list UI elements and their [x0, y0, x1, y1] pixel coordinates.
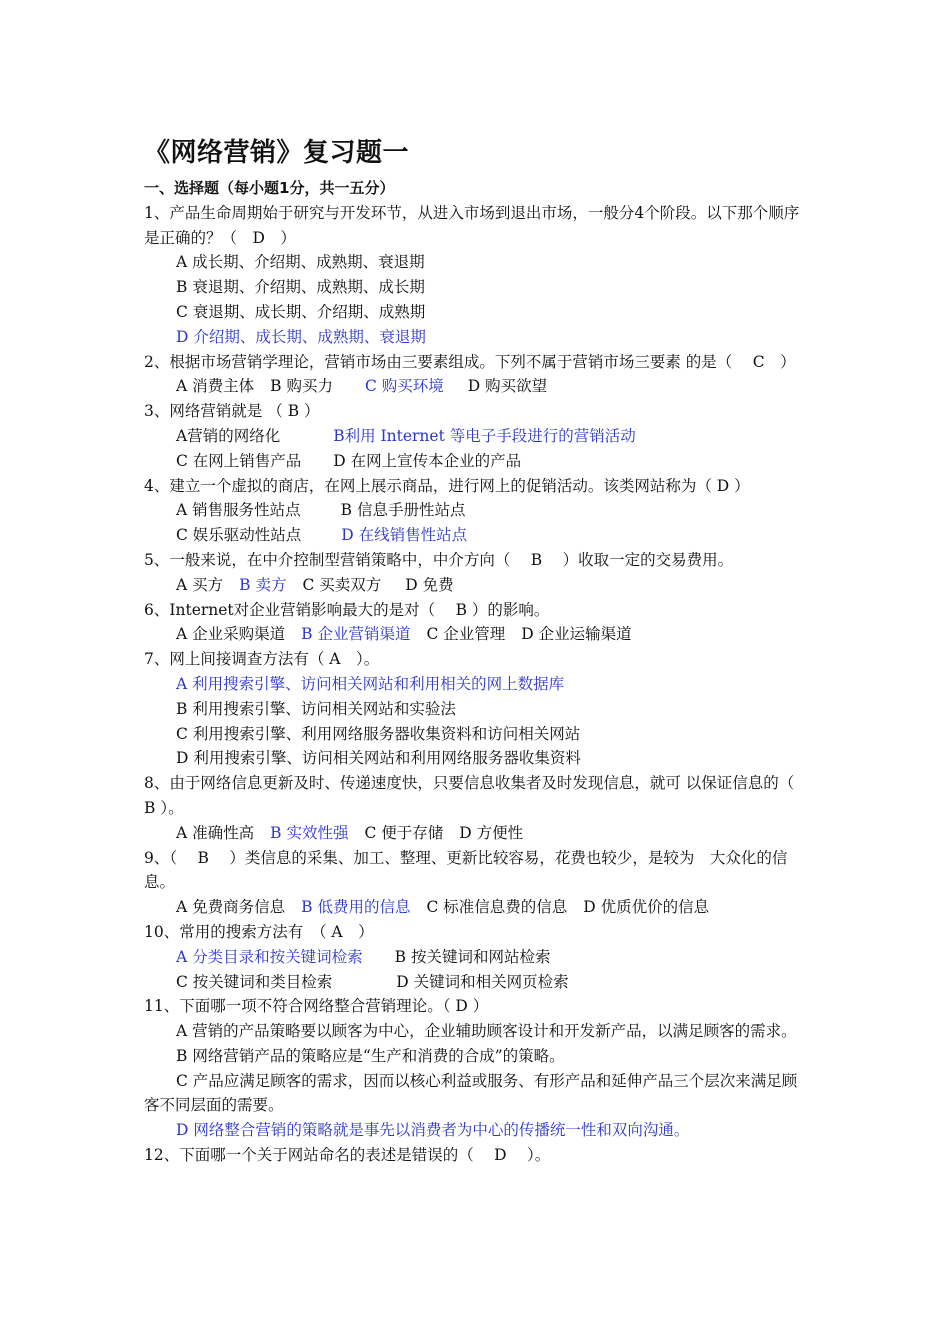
question-11-option-a: A 营销的产品策略要以顾客为中心，企业辅助顾客设计和开发新产品，以满足顾客的需求。: [176, 1022, 797, 1041]
question-1-option-b: B 衰退期、介绍期、成熟期、成长期: [176, 278, 425, 297]
question-11-option-c: C 产品应满足顾客的需求，因而以核心利益或服务、有形产品和延伸产品三个层次来满足顾客不同层面的需要。: [144, 1071, 798, 1115]
question-1-option-a: A 成长期、介绍期、成熟期、衰退期: [176, 253, 425, 272]
question-1-option-c: C 衰退期、成长期、介绍期、成熟期: [176, 302, 426, 321]
question-4-option-a: A 销售服务性站点: [176, 501, 301, 520]
question-4-options-ab: [144, 498, 809, 523]
question-8-option-a: A 准确性高: [176, 823, 255, 842]
question-3-options-cd: [144, 449, 809, 474]
question-8-stem: 8、由于网络信息更新及时、传递速度快，只要信息收集者及时发现信息，就可 以保证信息的（ B ）。: [144, 774, 810, 817]
question-8-option-c: C 便于存储: [364, 823, 444, 842]
question-4-options-cd: [144, 523, 809, 548]
question-8-option-d: D 方便性: [459, 823, 524, 842]
question-5-option-a: A 买方: [176, 575, 224, 594]
question-9-option-b-answer: B 低费用的信息: [301, 898, 411, 917]
question-6-option-c: C 企业管理: [426, 625, 506, 644]
question-3-options-ab: [144, 424, 809, 449]
question-6-stem: 6、Internet对企业营销影响最大的是对（ B ）的影响。: [144, 600, 550, 619]
question-6-options: [144, 622, 809, 647]
question-10-option-c: C 按关键词和类目检索: [176, 972, 333, 991]
question-9-stem: 9、（ B ）类信息的采集、加工、整理、更新比较容易，花费也较少，是较为 大众化的信息。: [144, 848, 788, 892]
question-10-options-ab: [144, 945, 809, 970]
question-7-option-d: D 利用搜索引擎、访问相关网站和利用网络服务器收集资料: [176, 749, 581, 768]
question-8-option-b-answer: B 实效性强: [270, 823, 349, 842]
question-12-stem: 12、下面哪一个关于网站命名的表述是错误的（ D ）。: [144, 1146, 551, 1165]
question-2-option-d: D 购买欲望: [467, 377, 548, 396]
question-4-option-d-answer: D 在线销售性站点: [341, 526, 468, 545]
question-5-options: [144, 573, 809, 598]
question-1-option-d-answer: D 介绍期、成长期、成熟期、衰退期: [176, 327, 426, 346]
question-3-option-b-answer: B利用 Internet 等电子手段进行的营销活动: [333, 426, 636, 445]
question-9-options: [144, 895, 809, 920]
document-title: 《网络营销》复习题一: [144, 138, 410, 168]
question-11-stem: 11、下面哪一项不符合网络整合营销理论。（ D ）: [144, 997, 489, 1016]
question-11-option-d-answer: D 网络整合营销的策略就是事先以消费者为中心的传播统一性和双向沟通。: [176, 1121, 690, 1140]
question-10-option-b: B 按关键词和网站检索: [394, 947, 551, 966]
question-2-options: [144, 374, 809, 399]
question-6-option-d: D 企业运输渠道: [521, 625, 632, 644]
question-5-option-b-answer: B 卖方: [239, 575, 287, 594]
question-2-option-b: B 购买力: [270, 377, 333, 396]
question-3-option-a: A营销的网络化: [176, 426, 281, 445]
question-11-option-b: B 网络营销产品的策略应是“生产和消费的合成”的策略。: [176, 1046, 565, 1065]
question-8-options: [144, 821, 809, 846]
question-7-option-c: C 利用搜索引擎、利用网络服务器收集资料和访问相关网站: [176, 724, 581, 743]
question-1-stem: 1、产品生命周期始于研究与开发环节，从进入市场到退出市场，一般分4个阶段。以下那个顺序是正确的？（ D ）: [144, 203, 800, 247]
question-5-option-c: C 买卖双方: [302, 575, 382, 594]
question-10-stem: 10、常用的搜索方法有 （ A ）: [144, 922, 374, 941]
question-3-option-d: D 在网上宣传本企业的产品: [333, 451, 522, 470]
question-7-option-b: B 利用搜索引擎、访问相关网站和实验法: [176, 699, 456, 718]
question-5-option-d: D 免费: [405, 575, 454, 594]
question-3-option-c: C 在网上销售产品: [176, 451, 302, 470]
question-4-option-c: C 娱乐驱动性站点: [176, 526, 302, 545]
question-7-stem: 7、网上间接调查方法有（ A ）。: [144, 650, 380, 669]
section-header: 一、选择题（每小题1分，共一五分）: [144, 179, 395, 197]
question-4-option-b: B 信息手册性站点: [340, 501, 466, 520]
question-7-option-a-answer: A 利用搜索引擎、访问相关网站和利用相关的网上数据库: [176, 674, 565, 693]
question-6-option-b-answer: B 企业营销渠道: [301, 625, 411, 644]
question-10-option-d: D 关键词和相关网页检索: [396, 972, 569, 991]
question-3-stem: 3、网络营销就是 （ B ）: [144, 402, 320, 421]
question-2-option-c-answer: C 购买环境: [364, 377, 444, 396]
question-2-stem: 2、根据市场营销学理论，营销市场由三要素组成。下列不属于营销市场三要素 的是（ C ）: [144, 352, 796, 371]
question-9-option-d: D 优质优价的信息: [583, 898, 710, 917]
question-4-stem: 4、建立一个虚拟的商店，在网上展示商品，进行网上的促销活动。该类网站称为（ D ）: [144, 476, 750, 495]
question-6-option-a: A 企业采购渠道: [176, 625, 286, 644]
question-10-option-a-answer: A 分类目录和按关键词检索: [176, 947, 363, 966]
question-9-option-c: C 标准信息费的信息: [426, 898, 568, 917]
question-9-option-a: A 免费商务信息: [176, 898, 286, 917]
question-5-stem: 5、一般来说，在中介控制型营销策略中，中介方向（ B ）收取一定的交易费用。: [144, 550, 734, 569]
question-10-options-cd: [144, 970, 809, 995]
question-2-option-a: A 消费主体: [176, 377, 255, 396]
question-list: [144, 176, 809, 1168]
